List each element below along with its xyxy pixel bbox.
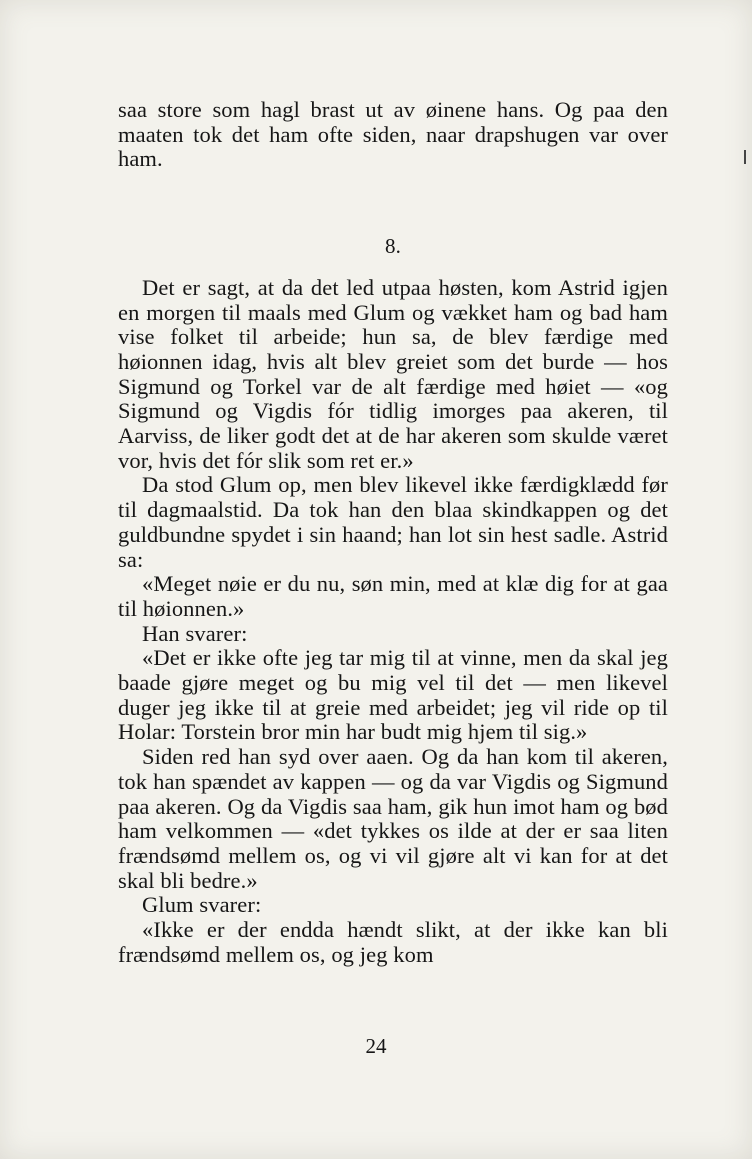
paragraph-5: Han svarer: (142, 620, 248, 646)
paragraph-3: Da stod Glum op, men blev likevel ikke færdigklædd før til dagmaalstid. Da tok han den blaa skindkappen og det guldbundne spydet i sin haand; han lot sin hest sadle. Astrid sa: (118, 472, 668, 572)
paragraph-6: «Det er ikke ofte jeg tar mig til at vinne, men da skal jeg baade gjøre meget og bu mig vel til det — men likevel duger jeg ikke til at greie med arbeidet; jeg vil ride op til Holar: Torstein bror min har budt mig hjem til sig.» (118, 645, 668, 745)
page-body (118, 98, 668, 968)
paragraph-1: saa store som hagl brast ut av øinene hans. Og paa den maaten tok det ham ofte siden, naar drapshugen var over ham. (118, 97, 668, 172)
page-number: 24 (365, 1034, 387, 1058)
paragraph-9: «Ikke er der endda hændt slikt, at der ikke kan bli frændsømd mellem os, og jeg kom (118, 917, 668, 967)
paragraph-7: Siden red han syd over aaen. Og da han kom til akeren, tok han spændet av kappen — og da var Vigdis og Sigmund paa akeren. Og da Vigdis saa ham, gik hun imot ham og bød ham velkommen — «det tykkes os ilde at der er saa liten frændsømd mellem os, og vi vil gjøre alt vi kan for at det skal bli bedre.» (118, 744, 668, 893)
paragraph-8: Glum svarer: (142, 892, 262, 918)
page-edge-mark (744, 150, 746, 164)
chapter-heading: 8. (385, 234, 401, 259)
paragraph-4: «Meget nøie er du nu, søn min, med at klæ dig for at gaa til høionnen.» (118, 571, 668, 621)
paragraph-2: Det er sagt, at da det led utpaa høsten, kom Astrid igjen en morgen til maals med Glum og vækket ham og bad ham vise folket til arbeide; hun sa, de blev færdige med høionnen idag, hvis alt blev greiet som det burde — hos Sigmund og Torkel var de alt færdige med høiet — «og Sigmund og Vigdis fór tidlig imorges paa akeren, til Aarviss, de liker godt det at de har akeren som skulde været vor, hvis det fór slik som ret er.» (118, 274, 668, 473)
